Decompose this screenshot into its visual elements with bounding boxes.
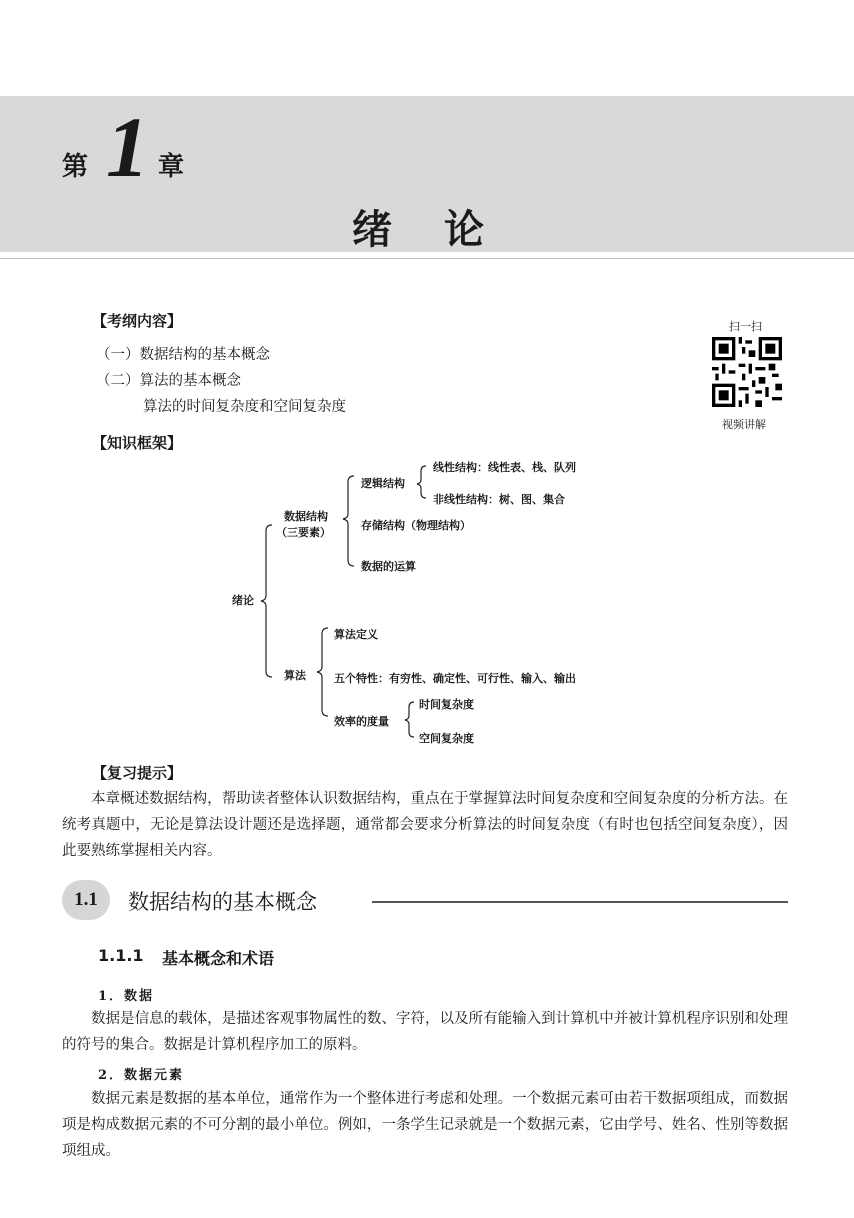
framework-storage: 存储结构（物理结构） — [361, 519, 471, 532]
subsection-title: 基本概念和术语 — [162, 949, 275, 968]
chapter-number: 1 — [106, 99, 149, 195]
framework-time: 时间复杂度 — [419, 698, 474, 711]
review-heading: 【复习提示】 — [92, 764, 183, 782]
qr-caption-top: 扫一扫 — [729, 320, 762, 333]
syllabus-item-2: （二）算法的基本概念 — [96, 373, 241, 389]
framework-efficiency: 效率的度量 — [334, 715, 389, 728]
section-title: 数据结构的基本概念 — [128, 890, 317, 914]
subsection-number: 1.1.1 — [98, 946, 144, 965]
term-heading-element: 2．数据元素 — [98, 1068, 185, 1083]
framework-logical: 逻辑结构 — [361, 477, 405, 490]
chapter-title: 绪论 — [352, 207, 536, 253]
review-paragraph: 本章概述数据结构，帮助读者整体认识数据结构，重点在于掌握算法时间复杂度和空间复杂度的分析方法。在统考真题中，无论是算法设计题还是选择题，通常都会要求分析算法的时间复杂度（有时也包括空间复杂度），因此要熟练掌握相关内容。 — [62, 791, 788, 859]
syllabus-heading: 【考纲内容】 — [92, 312, 183, 330]
syllabus-item-1: （一）数据结构的基本概念 — [96, 347, 270, 363]
framework-alg-def: 算法定义 — [334, 628, 378, 641]
framework-nonlinear: 非线性结构：树、图、集合 — [433, 493, 565, 506]
chapter-prefix: 第 — [62, 152, 89, 182]
framework-space: 空间复杂度 — [419, 732, 474, 745]
chapter-suffix: 章 — [158, 152, 185, 182]
framework-linear: 线性结构：线性表、栈、队列 — [433, 461, 576, 474]
framework-five-props: 五个特性：有穷性、确定性、可行性、输入、输出 — [334, 672, 576, 685]
term-text-element: 数据元素是数据的基本单位，通常作为一个整体进行考虑和处理。一个数据元素可由若干数据项组成，而数据项是构成数据元素的不可分割的最小单位。例如，一条学生记录就是一个数据元素，它由学号、姓名、性别等数据项组成。 — [62, 1091, 788, 1159]
section-rule — [372, 901, 788, 903]
framework-algorithm: 算法 — [284, 669, 306, 682]
framework-three-elements: （三要素） — [276, 526, 331, 539]
framework-root: 绪论 — [232, 594, 254, 607]
term-text-data: 数据是信息的载体，是描述客观事物属性的数、字符，以及所有能输入到计算机中并被计算机程序识别和处理的符号的集合。数据是计算机程序加工的原料。 — [62, 1011, 788, 1053]
syllabus-item-3: 算法的时间复杂度和空间复杂度 — [143, 399, 346, 415]
framework-operations: 数据的运算 — [361, 560, 416, 573]
qr-caption-bottom: 视频讲解 — [722, 418, 766, 431]
framework-data-structure: 数据结构 — [284, 510, 328, 523]
term-heading-data: 1．数据 — [98, 989, 155, 1004]
framework-heading: 【知识框架】 — [92, 434, 183, 452]
section-number-badge: 1.1 — [62, 880, 110, 920]
